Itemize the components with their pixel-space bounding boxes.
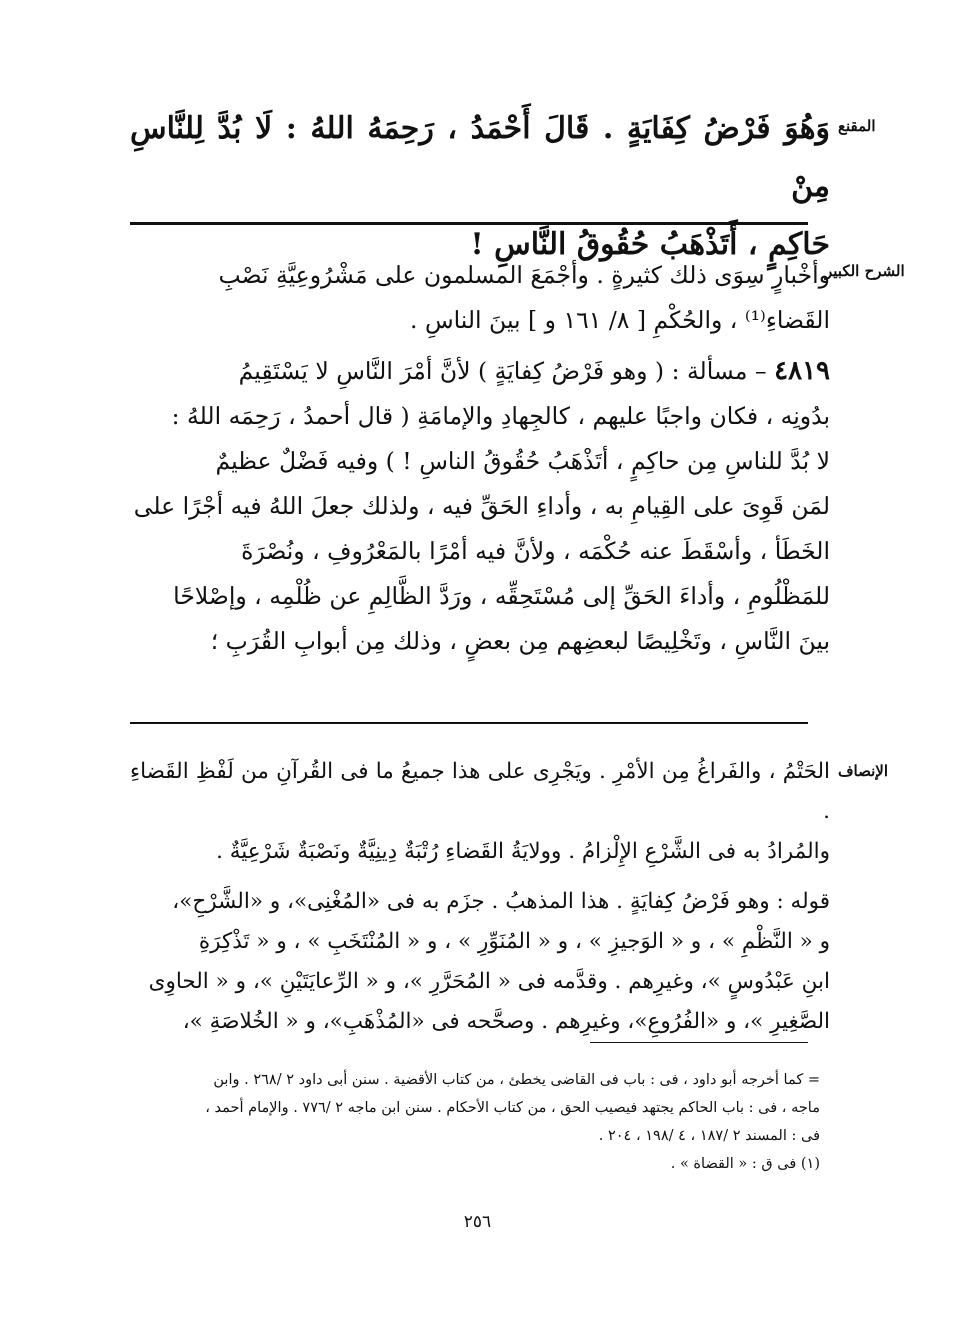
- footnote-line: فى : المسند ٢ /١٨٧ ، ٤ /١٩٨ ، ٢٠٤ .: [598, 1128, 820, 1144]
- sharh-intro: [130, 253, 830, 343]
- sharh-issue-line: للمَظْلُومِ ، وأداءَ الحَقِّ إلى مُسْتَحِقِّه ، ورَدَّ الظَّالِمِ عن ظُلْمِه ، وإصْلاحًا: [173, 582, 830, 610]
- section-label-insaf: الإنصاف: [838, 762, 889, 780]
- insaf-text: [130, 752, 830, 1042]
- section-label-muqni: المقنع: [838, 117, 876, 135]
- footnotes: [130, 1066, 820, 1178]
- footnote-divider: [590, 1042, 808, 1043]
- footnote-line: = كما أخرجه أبو داود ، فى : باب فى القاضى يخطئ ، من كتاب الأقضية . سنن أبى داود ٢ /٢٦٨ . وابن: [213, 1072, 820, 1088]
- sharh-intro-line: القَضاءِ⁽¹⁾ ، والحُكْمِ [ ٨/ ١٦١ و ] بينَ الناسِ .: [410, 306, 830, 334]
- insaf-body-line: ابنِ عَبْدُوسٍ »، وغيرِهم . وقدَّمه فى « المُحَرَّرِ »، و « الرِّعايَتَيْنِ »، و « الحاوِى: [148, 969, 830, 994]
- sharh-issue-line: بدُونِه ، فكان واجبًا عليهم ، كالجِهادِ والإمامَةِ ( قال أحمدُ ، رَحِمَه اللهُ :: [171, 402, 830, 430]
- section-divider: [130, 222, 808, 225]
- insaf-intro-line: والمُرادُ به فى الشَّرْعِ الإِلْزامُ . وولايَةُ القَضاءِ رُتْبَةٌ دِينِيَّةٌ ونَصْبَةٌ شَرْعِيَّةٌ .: [216, 839, 830, 864]
- page-number: ٢٥٦: [463, 1212, 492, 1232]
- insaf-body-line: قوله : وهو فَرْضُ كِفايَةٍ . هذا المذهبُ . جزَم به فى «المُغْنِى»، و «الشَّرْحِ»،: [172, 889, 830, 914]
- sharh-issue-line: لمَن قَوِىَ على القِيامِ به ، وأداءِ الحَقِّ فيه ، ولذلك جعلَ اللهُ فيه أجْرًا على: [133, 492, 830, 520]
- insaf-intro: [130, 752, 830, 872]
- muqni-text: [130, 100, 830, 274]
- muqni-line: حَاكِمٍ ، أَتَذْهَبُ حُقُوقُ النَّاسِ !: [470, 227, 830, 262]
- issue-line-text: – مسألة : ( وهو فَرْضُ كِفايَةٍ ) لأنَّ أمْرَ النَّاسِ لا يَسْتَقِيمُ: [238, 357, 767, 385]
- insaf-body-line: الصَّغِيرِ »، و «الفُرُوعِ»، وغيرِهم . وصحَّحه فى «المُذْهَبِ»، و « الخُلاصَةِ »،: [182, 1009, 830, 1034]
- section-label-sharh: الشرح الكبير: [825, 262, 905, 280]
- insaf-body: [130, 882, 830, 1042]
- insaf-body-line: و « النَّظْمِ » ، و « الوَجيزِ » ، و « المُنَوِّرِ » ، و « المُنْتَخَبِ » ، و « تَذْكِرَةِ: [198, 929, 830, 954]
- sharh-issue-line: [130, 349, 830, 394]
- sharh-issue-line: الخَطَأ ، وأسْقَطَ عنه حُكْمَه ، ولأنَّ فيه أمْرًا بالمَعْرُوفِ ، ونُصْرَةَ: [241, 537, 830, 565]
- footnote-line: ماجه ، فى : باب الحاكم يجتهد فيصيب الحق ، من كتاب الأحكام . سنن ابن ماجه ٢ /٧٧٦ . والإمام أحمد ،: [205, 1100, 820, 1116]
- sharh-issue: [130, 349, 830, 664]
- sharh-text: [130, 253, 830, 664]
- insaf-intro-line: الحَتْمُ ، والفَراغُ مِن الأمْرِ . ويَجْرِى على هذا جميعُ ما فى القُرآنِ من لَفْظِ القَضاءِ .: [130, 759, 830, 824]
- sharh-intro-line: وأخْبارٍ سِوَى ذلك كثيرةٍ . وأجْمَعَ المسلمون على مَشْرُوعِيَّةِ نَصْبِ: [218, 261, 830, 289]
- muqni-line: وَهُوَ فَرْضُ كِفَايَةٍ . قَالَ أَحْمَدُ ، رَحِمَهُ اللهُ : لَا بُدَّ لِلنَّاسِ مِنْ: [130, 111, 830, 204]
- sharh-issue-line: لا بُدَّ للناسِ مِن حاكِمٍ ، أتَذْهَبُ حُقُوقُ الناسِ ! ) وفيه فَضْلٌ عظيمٌ: [215, 447, 830, 475]
- section-divider: [130, 722, 808, 724]
- footnote-line: (١) فى ق : « القضاة » .: [670, 1156, 820, 1172]
- issue-number: ٤٨١٩: [774, 356, 830, 386]
- sharh-issue-line: بينَ النَّاسِ ، وتَخْلِيصًا لبعضِهم مِن بعضٍ ، وذلك مِن أبوابِ القُرَبِ ؛: [210, 627, 830, 655]
